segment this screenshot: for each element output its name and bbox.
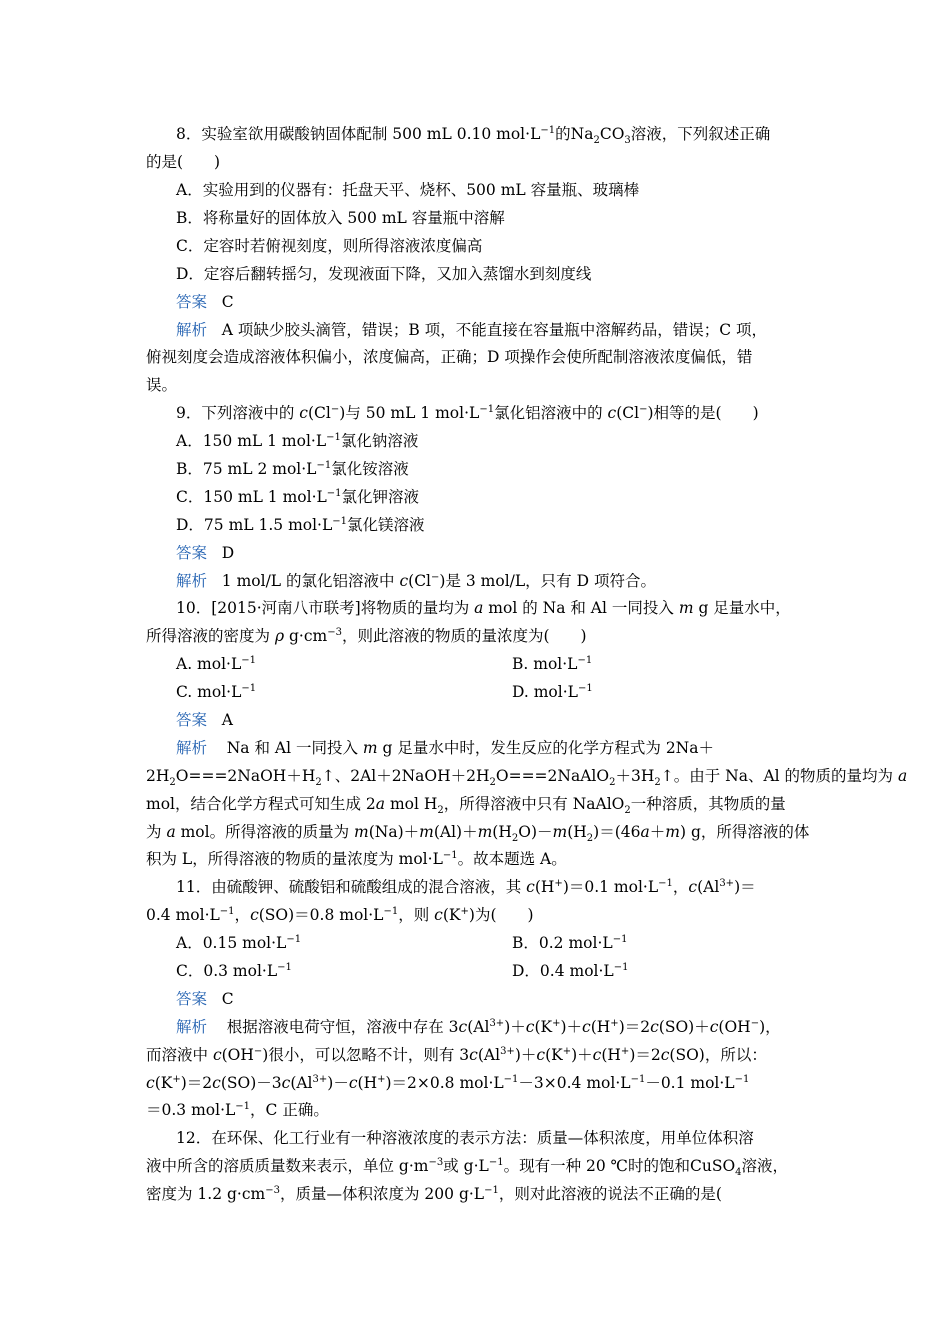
q9-analysis: 解析 1 mol/L 的氯化铝溶液中 c(Cl−)是 3 mol/L，只有 D 项符合。 <box>176 571 656 590</box>
q11-options-row1 <box>176 932 628 954</box>
q8-option-b: B．将称量好的固体放入 500 mL 容量瓶中溶解 <box>176 209 505 227</box>
q8-analysis-line3: 误。 <box>146 376 178 394</box>
q12-stem-line2: 液中所含的溶质质量数来表示，单位 $g\cdot m^{-3}$或 $g\cdot L^{-1}$。现有一种 20 ℃时的饱和CuSO$_4$溶液， <box>146 1156 789 1179</box>
answer-label: 答案 <box>176 293 208 311</box>
q10-option-c: C. $mol\cdot L^{-1}$ <box>176 682 257 701</box>
q9-stem: 9．下列溶液中的 c(Cl−)与 50 mL 1 $mol\cdot L^{-1}$氯化铝溶液中的 c(Cl−)相等的是( ) <box>176 403 759 422</box>
q11-analysis-line2: 而溶液中 c(OH−)很小，可以忽略不计，则有 $3c(Al^{3+})+c(K^+)+c(H^+)=2c(SO)$，所以： <box>146 1045 767 1064</box>
q8-option-a: A．实验用到的仪器有：托盘天平、烧杯、500 mL 容量瓶、玻璃棒 <box>176 181 640 199</box>
q11-stem-line2: 0.4 $mol\cdot L^{-1}$，c(SO)＝0.8 $mol\cdot L^{-1}$，则 c(K+)为( ) <box>146 905 534 924</box>
q9-option-c: C．150 mL 1 $mol\cdot L^{-1}$氯化钾溶液 <box>176 487 420 506</box>
q10-analysis-line5: 积为 L，所得溶液的物质的量浓度为 $mol\cdot L^{-1}$。故本题选 A。 <box>146 849 567 868</box>
q8-option-c: C．定容时若俯视刻度，则所得溶液浓度偏高 <box>176 237 483 255</box>
q10-analysis-line3: mol，结合化学方程式可知生成 2a mol $H_2$，所得溶液中只有 NaAlO$_2$一种溶质，其物质的量 <box>146 795 786 817</box>
q11-option-c: C．0.3 $mol\cdot L^{-1}$ <box>176 961 292 980</box>
q11-stem-line1: 11．由硫酸钾、硫酸铝和硫酸组成的混合溶液，其 c(H+)＝0.1 $mol\cdot L^{-1}$，$c(Al^{3+})=$ <box>176 877 756 896</box>
q12-stem-line3: 密度为 1.2 $g\cdot cm^{-3}$，质量—体积浓度为 200 $g\cdot L^{-1}$，则对此溶液的说法不正确的是( <box>146 1184 722 1203</box>
q11-analysis-line3: $c(K^+)=2c(SO)-3c(Al^{3+})-c(H^+)=2\times 0.8$ $mol\cdot L^{-1}-3\times 0.4$ $mol\cdot L^{-1}-0.1$ $mol\cdot L^{-1}$ <box>146 1073 750 1092</box>
q10-answer: 答案 A <box>176 711 233 729</box>
q8-analysis-line1: 解析 A 项缺少胶头滴管，错误；B 项，不能直接在容量瓶中溶解药品，错误；C 项， <box>176 321 768 339</box>
q10-analysis-line2: $2H_2O===2NaOH+H_2↑$、$2Al+2NaOH+2H_2O===2NaAlO_2+3H_2↑$。由于 Na、Al 的物质的量均为 a <box>146 767 908 789</box>
q8-answer: 答案 C <box>176 293 234 311</box>
q10-option-b: B. $mol\cdot L^{-1}$ <box>512 654 593 673</box>
q8-option-d: D．定容后翻转摇匀，发现液面下降，又加入蒸馏水到刻度线 <box>176 265 592 283</box>
q10-options-row1 <box>176 653 593 675</box>
q10-option-a: A. $mol\cdot L^{-1}$ <box>176 654 257 673</box>
q11-analysis-line1: 解析 根据溶液电荷守恒，溶液中存在 $3c(Al^{3+})+c(K^+)+c(H^+)=2c(SO)+c(OH^-)$， <box>176 1017 781 1036</box>
q10-stem-line2: 所得溶液的密度为 ρ $g\cdot cm^{-3}$，则此溶液的物质的量浓度为( ) <box>146 626 587 645</box>
q11-options-row2 <box>176 960 629 982</box>
q10-stem-line1: 10．[2015·河南八市联考]将物质的量均为 a mol 的 Na 和 Al 一同投入 m g 足量水中， <box>176 599 791 617</box>
q10-options-row2 <box>176 681 593 703</box>
q9-option-d: D．75 mL 1.5 $mol\cdot L^{-1}$氯化镁溶液 <box>176 515 425 534</box>
q10-option-d: D. $mol\cdot L^{-1}$ <box>512 682 593 701</box>
q9-answer: 答案 D <box>176 544 235 562</box>
q9-option-b: B．75 mL 2 $mol\cdot L^{-1}$氯化铵溶液 <box>176 459 409 478</box>
q9-option-a: A．150 mL 1 $mol\cdot L^{-1}$氯化钠溶液 <box>176 431 419 450</box>
q8-analysis-line2: 俯视刻度会造成溶液体积偏小，浓度偏高，正确；D 项操作会使所配制溶液浓度偏低，错 <box>146 348 753 366</box>
q11-option-a: A．0.15 $mol\cdot L^{-1}$ <box>176 933 302 952</box>
analysis-label: 解析 <box>176 321 208 339</box>
q10-analysis-line1: 解析 Na 和 Al 一同投入 m g 足量水中时，发生反应的化学方程式为 2Na＋ <box>176 739 714 757</box>
q8-stem-line2: 的是( ) <box>146 153 221 171</box>
q8-stem-line1: 8．实验室欲用碳酸钠固体配制 500 mL 0.10 $mol\cdot L^{-1}$的$Na_2CO_3$溶液，下列叙述正确 <box>176 124 771 147</box>
q11-option-b: B．0.2 $mol\cdot L^{-1}$ <box>512 933 628 952</box>
q11-analysis-line4: ＝0.3 $mol\cdot L^{-1}$，C 正确。 <box>146 1100 329 1119</box>
q11-answer: 答案 C <box>176 990 234 1008</box>
q11-option-d: D．0.4 $mol\cdot L^{-1}$ <box>512 961 629 980</box>
q10-analysis-line4: 为 a mol。所得溶液的质量为 $m(Na)+m(Al)+m(H_2O)-m(H_2)=(46a+m)$ g，所得溶液的体 <box>146 823 810 845</box>
q12-stem-line1: 12．在环保、化工行业有一种溶液浓度的表示方法：质量—体积浓度，用单位体积溶 <box>176 1129 754 1147</box>
